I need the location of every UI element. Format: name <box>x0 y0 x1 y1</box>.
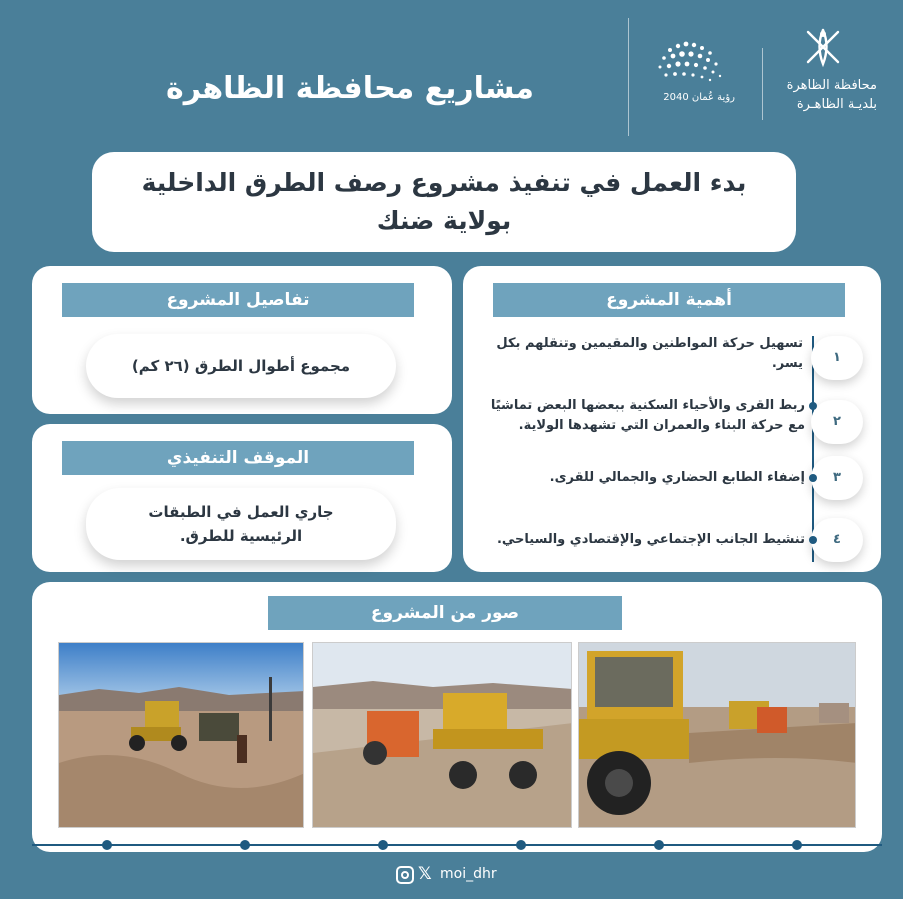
importance-item-4: تنشيط الجانب الإجتماعي والإقتصادي والسياحي. <box>496 532 805 547</box>
headline-line-1: بدء العمل في تنفيذ مشروع رصف الطرق الداخلية <box>141 168 747 197</box>
timeline-dot <box>809 474 817 482</box>
governorate-logo-text <box>772 76 877 114</box>
oman-emblem-icon <box>800 24 846 70</box>
instagram-icon[interactable] <box>396 866 414 884</box>
importance-number: ١ <box>811 336 863 380</box>
timeline-dot <box>378 840 388 850</box>
timeline-dot <box>516 840 526 850</box>
divider <box>762 48 763 120</box>
status-line-2: الرئيسية للطرق. <box>179 527 303 545</box>
headline-line-2: بولاية ضنك <box>376 206 512 235</box>
details-title: تفاصيل المشروع <box>62 283 414 317</box>
project-importance-card <box>463 266 881 572</box>
project-photo-3 <box>578 642 856 828</box>
importance-item-3: إضفاء الطابع الحضاري والجمالي للقرى. <box>549 470 805 485</box>
vision-logo-text: رؤية عُمان 2040 <box>663 92 735 103</box>
logo-line-2: بلديـة الظاهـرة <box>796 97 877 112</box>
details-total-length: مجموع أطوال الطرق (٢٦ كم) <box>86 334 396 398</box>
status-title: الموقف التنفيذي <box>62 441 414 475</box>
photos-title: صور من المشروع <box>268 596 622 630</box>
project-photos-card <box>32 582 882 852</box>
importance-title: أهمية المشروع <box>493 283 845 317</box>
logo-line-1: محافظة الظاهرة <box>786 78 877 93</box>
importance-number: ٤ <box>811 518 863 562</box>
timeline-dot <box>654 840 664 850</box>
headline-banner <box>92 152 796 252</box>
divider <box>628 18 629 136</box>
vision-2040-logo <box>640 30 750 120</box>
timeline-dot <box>102 840 112 850</box>
page-title: مشاريع محافظة الظاهرة <box>165 71 534 106</box>
project-details-card <box>32 266 452 414</box>
importance-number: ٣ <box>811 456 863 500</box>
x-twitter-icon[interactable]: 𝕏 <box>418 864 432 884</box>
bottom-timeline <box>32 844 882 846</box>
status-line-1: جاري العمل في الطبقات <box>148 503 334 521</box>
project-photo-1 <box>58 642 304 828</box>
social-handle[interactable]: moi_dhr <box>440 866 497 882</box>
importance-item-1: تسهيل حركة المواطنين والمقيمين وتنقلهم بكل يسر. <box>496 336 803 371</box>
timeline-dot <box>809 536 817 544</box>
timeline-dot <box>809 402 817 410</box>
status-text <box>86 488 396 560</box>
project-photo-2 <box>312 642 572 828</box>
timeline-dot <box>792 840 802 850</box>
importance-item-2: ربط القرى والأحياء السكنية ببعضها البعض تماشيًا مع حركة البناء والعمران التي تشهدها الولاية. <box>490 398 805 433</box>
timeline-dot <box>240 840 250 850</box>
execution-status-card <box>32 424 452 572</box>
importance-number: ٢ <box>811 400 863 444</box>
